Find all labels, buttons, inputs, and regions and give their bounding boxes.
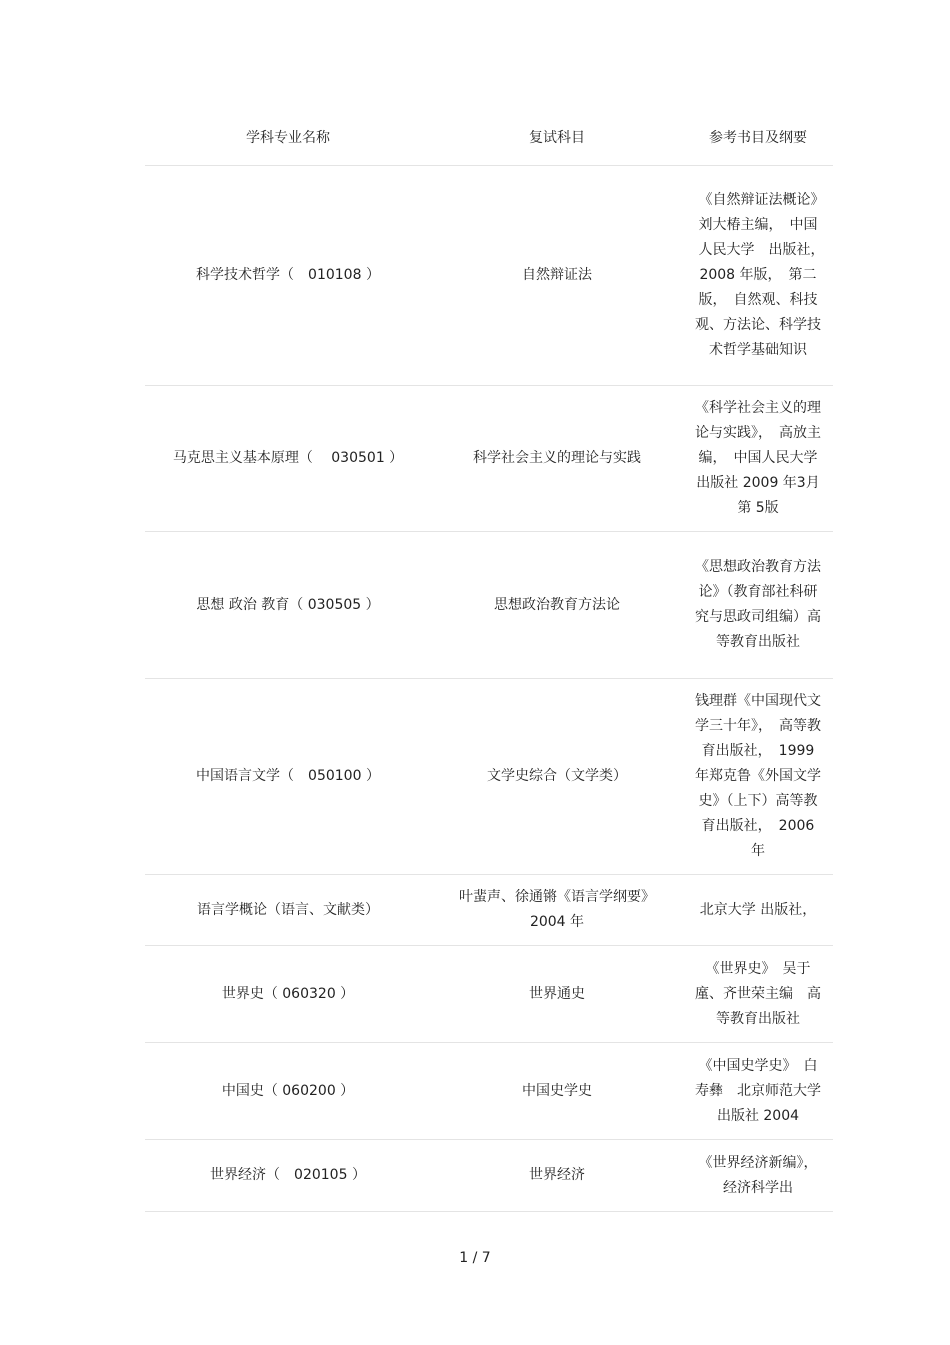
cell-subject-wrap xyxy=(431,875,683,945)
cell-subject: 叶蜚声、徐通锵《语言学纲要》2004 年 xyxy=(459,889,655,930)
cell-reference: 《世界经济新编》，经济科学出 xyxy=(698,1154,818,1196)
cell-major: 科学技术哲学（ 010108 ） xyxy=(196,267,380,283)
table-row xyxy=(145,532,833,679)
header-subject: 复试科目 xyxy=(529,130,585,146)
page-number: 1 / 7 xyxy=(459,1250,491,1266)
cell-reference: 北京大学 出版社， xyxy=(699,901,817,918)
cell-reference: 《世界史》 吴于廑、齐世荣主编 高等教育出版社 xyxy=(695,960,821,1027)
header-major: 学科专业名称 xyxy=(246,130,330,146)
cell-reference-wrap xyxy=(683,679,833,874)
cell-subject: 思想政治教育方法论 xyxy=(494,596,620,613)
cell-reference: 《科学社会主义的理论与实践》， 高放主编， 中国人民大学出版社 2009 年3月第 5版 xyxy=(695,400,821,516)
cell-major: 中国史（ 060200 ） xyxy=(221,1082,355,1099)
cell-subject: 科学社会主义的理论与实践 xyxy=(473,450,641,466)
table-row xyxy=(145,1043,833,1140)
cell-reference: 《中国史学史》 白寿彝 北京师范大学出版社 2004 xyxy=(695,1057,821,1124)
cell-reference-wrap xyxy=(683,875,833,945)
cell-reference-wrap xyxy=(683,946,833,1042)
cell-subject: 世界经济 xyxy=(529,1167,585,1183)
table-row xyxy=(145,166,833,386)
table-row xyxy=(145,946,833,1043)
cell-reference-wrap xyxy=(683,532,833,678)
cell-major: 语言学概论（语言、文献类） xyxy=(197,901,379,918)
cell-reference-wrap xyxy=(683,1043,833,1139)
cell-major: 马克思主义基本原理（ 030501 ） xyxy=(172,450,404,466)
course-table xyxy=(145,112,833,1212)
cell-major: 中国语言文学（ 050100 ） xyxy=(196,768,380,784)
cell-reference-wrap xyxy=(683,1140,833,1211)
table-row xyxy=(145,875,833,946)
cell-reference-wrap xyxy=(683,386,833,531)
table-row xyxy=(145,1140,833,1212)
cell-reference: 《思想政治教育方法论》（教育部社科研究与思政司组编）高等教育出版社 xyxy=(695,559,821,650)
cell-subject: 文学史综合（文学类） xyxy=(487,768,627,784)
cell-reference: 钱理群《中国现代文学三十年》， 高等教育出版社， 1999 年郑克鲁《外国文学史》（上下）高等教育出版社， 2006 年 xyxy=(695,693,821,859)
cell-subject: 自然辩证法 xyxy=(522,267,592,283)
cell-major: 世界史（ 060320 ） xyxy=(221,985,355,1002)
cell-reference-wrap xyxy=(683,166,833,385)
cell-major: 世界经济（ 020105 ） xyxy=(210,1167,366,1183)
table-header xyxy=(145,112,833,166)
header-reference: 参考书目及纲要 xyxy=(709,130,807,146)
table-row xyxy=(145,679,833,875)
cell-major: 思想 政治 教育（ 030505 ） xyxy=(196,596,380,613)
cell-subject: 世界通史 xyxy=(529,985,585,1002)
cell-reference: 《自然辩证法概论》 刘大椿主编， 中国人民大学 出版社， 2008 年版， 第二版， 自然观、科技观、方法论、科学技术哲学基础知识 xyxy=(695,192,832,358)
table-row xyxy=(145,386,833,532)
cell-subject: 中国史学史 xyxy=(522,1082,592,1099)
